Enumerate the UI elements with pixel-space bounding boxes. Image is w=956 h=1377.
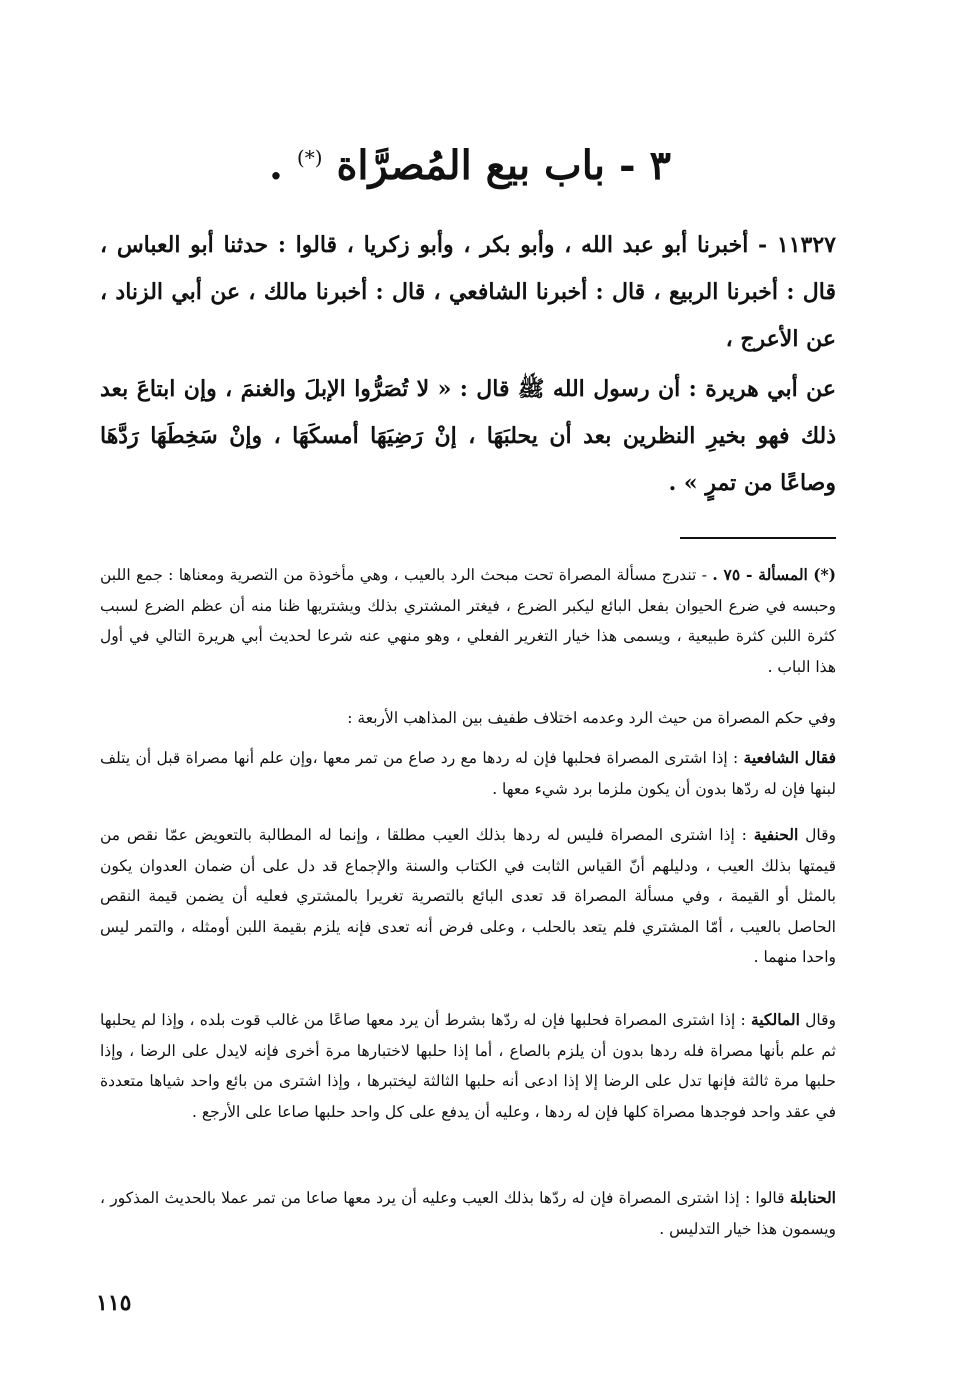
hadith-isnad-paragraph — [100, 222, 836, 363]
title-dot: . — [269, 142, 283, 189]
footnote-hanbali — [100, 1183, 836, 1244]
footnote-intro-text: - تندرج مسألة المصراة تحت مبحث الرد بالعيب ، وهي مأخوذة من التصرية ومعناها : جمع اللبن وحبسه في ضرع الحيوان بفعل البائع ليكبر الضرع ، فيغتر المشتري بذلك ويشتريها ظنا منه أن عظم الضرع لسبب كثرة اللبن كثرة طبيعية ، ويسمى هذا خيار التغرير الفعلي ، وهو منهي عنه شرعا لحديث أبي هريرة التالي في أول هذا الباب . — [100, 566, 836, 676]
maliki-prefix: وقال — [805, 1011, 836, 1029]
maliki-text: : إذا اشترى المصراة فحلبها فإن له ردّها بشرط أن يرد معها صاعًا من غالب قوت بلده ، وإذا لم يحلبها ثم علم بأنها مصراة فله ردها بدون أن يلزم بالصاع ، أما إذا حلبها لاختبارها مرة أخرى فإنه لايدل على الرضا ، وإذا حلبها مرة ثالثة فإنها تدل على الرضا إلا إذا ادعى أنه حلبها الثالثة ليختبرها ، وإذا اشترى من بائع واحد شياها متعددة في عقد واحد فوجدها مصراة كلها فإن له ردها ، وعليه أن يدفع على كل واحد حلبها صاعا على الأرجع . — [100, 1011, 836, 1121]
hanafi-text: : إذا اشترى المصراة فليس له ردها بذلك العيب مطلقا ، وإنما له المطالبة بالتعويض عمّا نقص من قيمتها بذلك العيب ، ودليلهم أنّ القياس الثابت في الكتاب والسنة والإجماع قد دل على أن ضمان العدوان يكون بالمثل أو القيمة ، وفي مسألة المصراة قد تعدى البائع بالتصرية تغريرا بالمشتري فعليه أن يضمن قيمة النقص الحاصل بالعيب ، أمّا المشتري فلم يتعد بالحلب ، وعلى فرض أنه تعدى فإنه يلزم بقيمة اللبن أومثله ، والتمر ليس واحدا منهما . — [100, 826, 836, 967]
footnote-marker: (*) — [813, 565, 836, 584]
title-footnote-marker: (*) — [296, 145, 323, 170]
hanbali-label: الحنابلة — [789, 1188, 836, 1207]
footnote-maliki — [100, 1005, 836, 1127]
footnote-shafii — [100, 743, 836, 804]
hadith-isnad: - أخبرنا أبو عبد الله ، وأبو بكر ، وأبو زكريا ، قالوا : حدثنا أبو العباس ، قال : أخبرنا الربيع ، قال : أخبرنا الشافعي ، قال : أخبرنا مالك ، عن أبي الزناد ، عن الأعرج ، — [100, 232, 836, 352]
footnote-separator — [680, 537, 836, 539]
footnote-madhahib-intro: وفي حكم المصراة من حيث الرد وعدمه اختلاف طفيف بين المذاهب الأربعة : — [347, 709, 836, 727]
chapter-title — [100, 140, 840, 192]
hadith-number: ١١٣٢٧ — [776, 232, 836, 258]
footnote-intro — [100, 560, 836, 682]
page-number: ١١٥ — [96, 1290, 132, 1316]
hanafi-label: الحنفية — [753, 825, 799, 844]
footnote-hanafi — [100, 820, 836, 973]
chapter-title-text: باب بيع المُصرَّاة — [336, 142, 606, 189]
shafii-text: : إذا اشترى المصراة فحلبها فإن له ردها مع رد صاع من تمر معها ،وإن علم أنها مصراة قبل أن يتلف لبنها فإن له ردّها بدون أن يكون ملزما برد شيء معها . — [100, 749, 836, 798]
hanbali-text: قالوا : إذا اشترى المصراة فإن له ردّها بذلك العيب وعليه أن يرد معها صاعا من تمر عملا بالحديث المذكور ، ويسمون هذا خيار التدليس . — [100, 1189, 836, 1238]
chapter-number: ٣ - — [618, 142, 671, 189]
hanafi-prefix: وقال — [805, 826, 836, 844]
maliki-label: المالكية — [750, 1010, 800, 1029]
shafii-label: فقال الشافعية — [743, 748, 836, 767]
footnote-label: المسألة - ٧٥ . — [712, 565, 808, 584]
hadith-matn: عن أبي هريرة : أن رسول الله ﷺ قال : « لا تُصَرُّوا الإبلَ والغنمَ ، وإن ابتاعَ بعد ذلك فهو بخيرِ النظرين بعد أن يحلبَهَا ، إنْ رَضِيَهَا أمسكَهَا ، وإنْ سَخِطَهَا رَدَّهَا وصاعًا من تمرٍ » . — [100, 376, 836, 496]
